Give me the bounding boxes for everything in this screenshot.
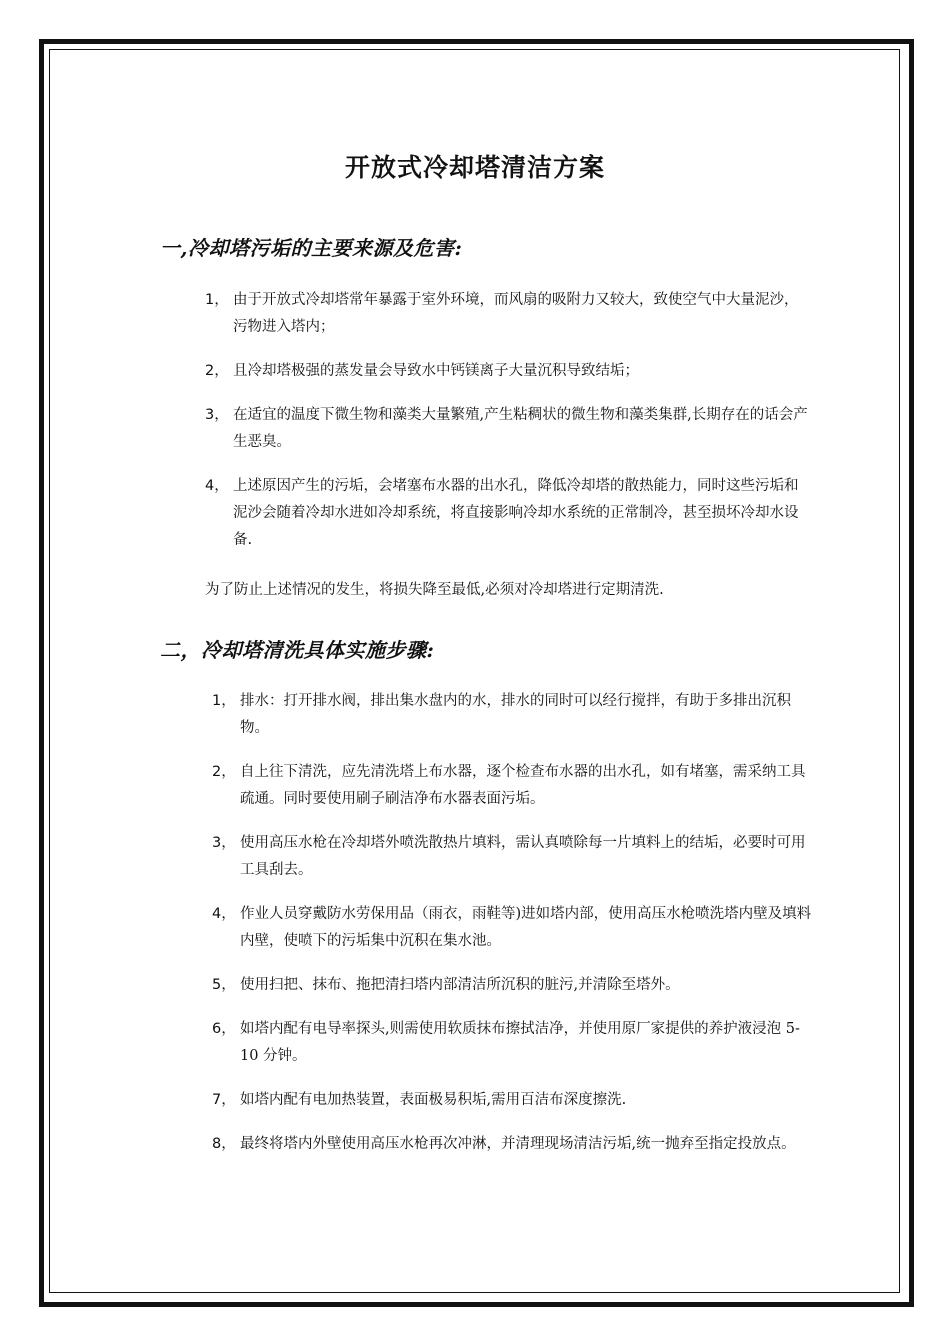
section2-heading: 二，冷却塔清洗具体实施步骤: [160, 638, 435, 662]
item-text: 且冷却塔极强的蒸发量会导致水中钙镁离子大量沉积导致结垢； [233, 363, 639, 379]
item-text: 使用扫把、抹布、拖把清扫塔内部清洁所沉积的脏污,并清除至塔外。 [240, 977, 680, 993]
item-text: 上述原因产生的污垢，会堵塞布水器的出水孔，降低冷却塔的散热能力，同时这些污垢和泥沙会随着冷却水进如冷却系统，将直接影响冷却水系统的正常制冷，甚至损坏冷却水设备. [233, 478, 799, 548]
section1-heading: 一,冷却塔污垢的主要来源及危害: [160, 236, 463, 260]
list-item [205, 358, 810, 385]
item-number: 3， [212, 835, 236, 851]
item-text: 排水：打开排水阀，排出集水盘内的水，排水的同时可以经行搅拌，有助于多排出沉积物。 [240, 693, 791, 736]
item-text: 最终将塔内外壁使用高压水枪再次冲淋，并清理现场清洁污垢,统一抛弃至指定投放点。 [240, 1136, 796, 1152]
item-text: 如塔内配有电导率探头,则需使用软质抹布擦拭洁净，并使用原厂家提供的养护液浸泡 5-10 分钟。 [240, 1021, 800, 1064]
item-text: 使用高压水枪在冷却塔外喷洗散热片填料，需认真喷除每一片填料上的结垢，必要时可用工具刮去。 [240, 835, 806, 878]
list-item [212, 1016, 812, 1070]
item-number: 2， [212, 764, 236, 780]
item-text: 如塔内配有电加热装置，表面极易积垢,需用百洁布深度擦洗. [240, 1092, 627, 1108]
list-item [205, 402, 810, 456]
item-number: 8， [212, 1136, 236, 1152]
list-item [205, 287, 810, 341]
section1-note: 为了防止上述情况的发生，将损失降至最低,必须对冷却塔进行定期清洗. [205, 582, 664, 598]
item-text: 在适宜的温度下微生物和藻类大量繁殖,产生粘稠状的微生物和藻类集群,长期存在的话会产生恶臭。 [233, 407, 808, 450]
list-item [212, 1131, 812, 1158]
page-title: 开放式冷却塔清洁方案 [344, 153, 605, 182]
item-text: 作业人员穿戴防水劳保用品（雨衣，雨鞋等)进如塔内部，使用高压水枪喷洗塔内壁及填料内壁，使喷下的污垢集中沉积在集水池。 [240, 906, 812, 949]
item-number: 5， [212, 977, 236, 993]
item-number: 6， [212, 1021, 236, 1037]
item-number: 2， [205, 363, 229, 379]
section2-list [212, 688, 812, 1158]
item-number: 1， [212, 693, 236, 709]
item-number: 1， [205, 292, 229, 308]
list-item [212, 901, 812, 955]
list-item [205, 473, 810, 554]
list-item [212, 830, 812, 884]
list-item [212, 972, 812, 999]
item-number: 4， [212, 906, 236, 922]
list-item [212, 688, 812, 742]
item-number: 4， [205, 478, 229, 494]
item-text: 自上往下清洗，应先清洗塔上布水器，逐个检查布水器的出水孔，如有堵塞，需采纳工具疏通。同时要使用刷子刷洁净布水器表面污垢。 [240, 764, 806, 807]
section1-list [205, 287, 810, 554]
list-item [212, 1087, 812, 1114]
item-number: 3， [205, 407, 229, 423]
item-text: 由于开放式冷却塔常年暴露于室外环境，而风扇的吸附力又较大，致使空气中大量泥沙，污物进入塔内； [233, 292, 799, 335]
item-number: 7， [212, 1092, 236, 1108]
list-item [212, 759, 812, 813]
